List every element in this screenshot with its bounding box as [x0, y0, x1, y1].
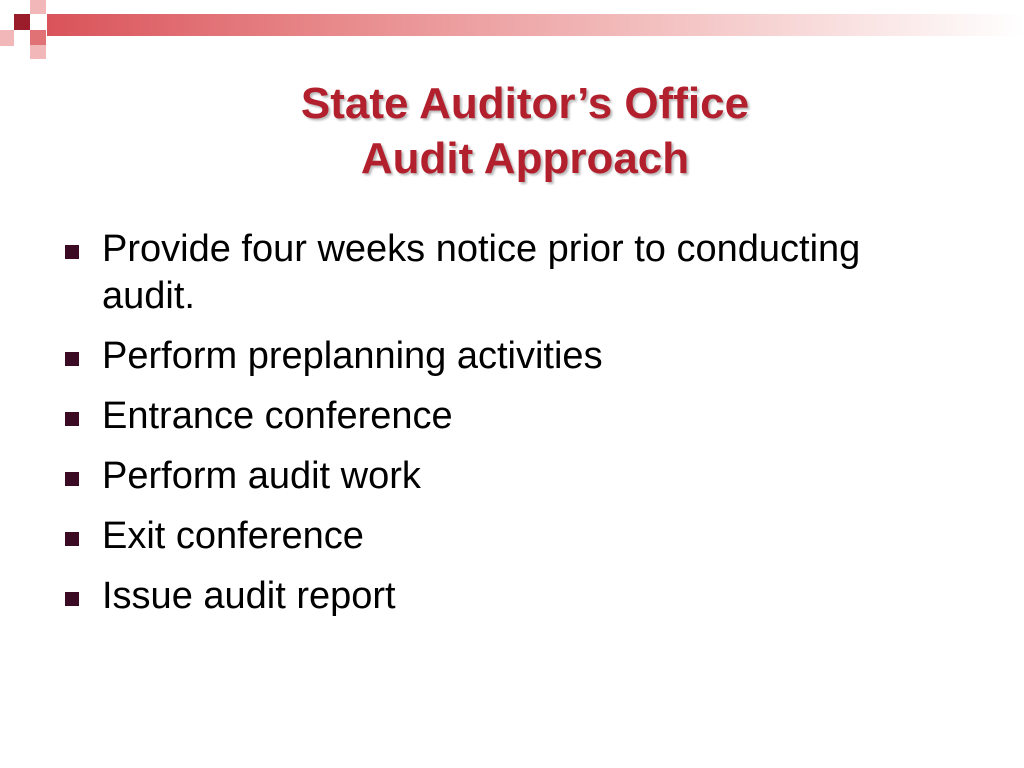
bullet-text: Entrance conference: [102, 395, 453, 437]
bullet-text: Provide four weeks notice prior to conducting audit.: [102, 228, 861, 317]
accent-square-mid: [30, 30, 46, 45]
square-bullet-icon: [65, 532, 79, 546]
bullet-item: [62, 333, 962, 380]
header-accent-bar: [47, 14, 1024, 36]
accent-square-light: [0, 30, 14, 46]
bullet-text: Issue audit report: [102, 575, 396, 617]
bullet-text: Perform preplanning activities: [102, 335, 603, 377]
slide-title: [0, 76, 1024, 186]
bullet-item: [62, 393, 962, 440]
square-bullet-icon: [65, 592, 79, 606]
title-line-1: State Auditor’s Office: [300, 79, 750, 128]
bullet-item: [62, 573, 962, 620]
accent-square-light: [30, 0, 46, 14]
bullet-text: Perform audit work: [102, 455, 421, 497]
accent-square-dark: [14, 14, 30, 30]
square-bullet-icon: [65, 412, 79, 426]
square-bullet-icon: [65, 245, 79, 259]
bullet-item: [62, 513, 962, 560]
title-line-2: Audit Approach: [360, 134, 690, 183]
bullet-item: [62, 226, 962, 320]
bullet-list: [62, 226, 962, 633]
bullet-text: Exit conference: [102, 515, 364, 557]
accent-square-light: [30, 45, 46, 59]
square-bullet-icon: [65, 472, 79, 486]
bullet-item: [62, 453, 962, 500]
square-bullet-icon: [65, 352, 79, 366]
